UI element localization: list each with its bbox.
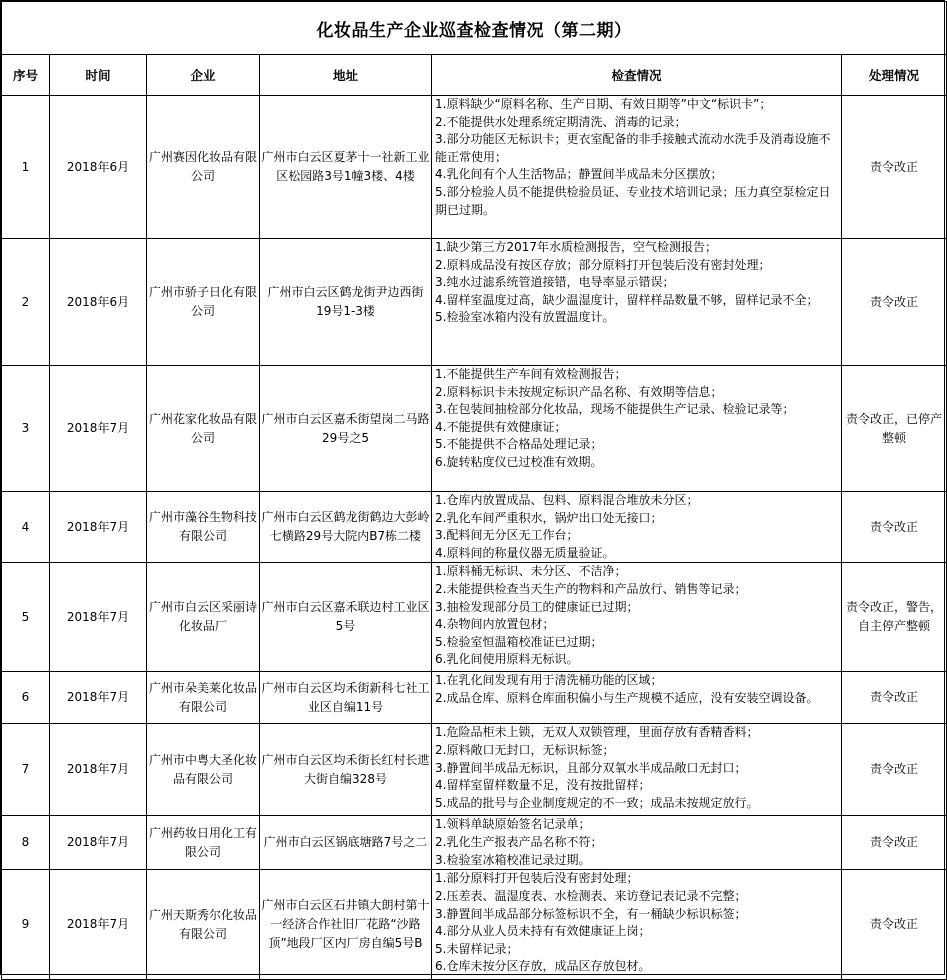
row-time: 2018年7月 bbox=[50, 366, 147, 492]
table-row bbox=[2, 724, 947, 816]
detail-line: 2.成品仓库、原料仓库面积偏小与生产规模不适应，没有安装空调设备。 bbox=[435, 690, 819, 705]
row-seq: 6 bbox=[2, 672, 50, 724]
row-seq: 3 bbox=[2, 366, 50, 492]
table-row bbox=[2, 563, 947, 672]
row-company: 广州市中粤大圣化妆品有限公司 bbox=[147, 724, 260, 816]
header-seq: 序号 bbox=[2, 55, 50, 96]
row-seq: 4 bbox=[2, 492, 50, 563]
row-handling: 责令改正 bbox=[842, 870, 947, 980]
row-details bbox=[432, 492, 842, 563]
row-address: 广州市白云区鹤龙街尹边西街19号1-3楼 bbox=[260, 239, 432, 366]
row-time: 2018年7月 bbox=[50, 492, 147, 563]
row-details bbox=[432, 96, 842, 239]
row-address: 广州市白云区石井镇大朗村第十一经济合作社旧厂花路“沙路顶”地段厂区内厂房自编5号B bbox=[260, 870, 432, 980]
detail-line: 4.不能提供有效健康证； bbox=[435, 419, 567, 434]
detail-line: 3.在包装间抽检部分化妆品，现场不能提供生产记录、检验记录等； bbox=[435, 402, 795, 417]
detail-line: 1.在乳化间发现有用于清洗桶功能的区域； bbox=[435, 673, 663, 688]
detail-line: 4.留样室留样数量不足，没有按批留样； bbox=[435, 778, 651, 793]
row-seq: 8 bbox=[2, 816, 50, 870]
detail-line: 1.危险品柜未上锁，无双人双锁管理，里面存放有香精香料； bbox=[435, 725, 759, 740]
row-handling: 责令改正 bbox=[842, 672, 947, 724]
row-company: 广州花家化妆品有限公司 bbox=[147, 366, 260, 492]
detail-line: 6.仓库未按分区存放，成品区存放包材。 bbox=[435, 959, 651, 974]
row-seq: 1 bbox=[2, 96, 50, 239]
detail-line: 4.原料间的称量仪器无质量验证。 bbox=[435, 545, 615, 560]
table-header-row bbox=[2, 55, 947, 96]
row-seq: 9 bbox=[2, 870, 50, 980]
row-details bbox=[432, 563, 842, 672]
row-company: 广州赛因化妆品有限公司 bbox=[147, 96, 260, 239]
row-details bbox=[432, 724, 842, 816]
page-title: 化妆品生产企业巡查检查情况（第二期） bbox=[2, 2, 947, 55]
detail-line: 3.静置间半成品部分标签标识不全，有一桶缺少标识标签； bbox=[435, 906, 747, 921]
detail-line: 1.缺少第三方2017年水质检测报告，空气检测报告； bbox=[435, 240, 717, 254]
row-address: 广州市白云区嘉禾联边村工业区5号 bbox=[260, 563, 432, 672]
row-address: 广州市白云区嘉禾街望岗二马路29号之5 bbox=[260, 366, 432, 492]
detail-line: 5.检验室恒温箱校准证已过期； bbox=[435, 634, 603, 649]
row-company: 广州市骄子日化有限公司 bbox=[147, 239, 260, 366]
row-company: 广州市朵美莱化妆品有限公司 bbox=[147, 672, 260, 724]
header-time: 时间 bbox=[50, 55, 147, 96]
row-time: 2018年7月 bbox=[50, 563, 147, 672]
detail-line: 1.部分原料打开包装后没有密封处理； bbox=[435, 871, 639, 886]
row-handling: 责令改正 bbox=[842, 239, 947, 366]
detail-line: 2.不能提供水处理系统定期清洗、消毒的记录； bbox=[435, 114, 687, 129]
row-company: 广州市藻谷生物科技有限公司 bbox=[147, 492, 260, 563]
row-details bbox=[432, 816, 842, 870]
header-handling: 处理情况 bbox=[842, 55, 947, 96]
detail-line: 2.未能提供检查当天生产的物料和产品放行、销售等记录； bbox=[435, 581, 747, 596]
row-time: 2018年7月 bbox=[50, 672, 147, 724]
row-details bbox=[432, 239, 842, 366]
detail-line: 1.原料缺少“原料名称、生产日期、有效日期等”中文“标识卡”； bbox=[435, 97, 772, 111]
row-company: 广州天斯秀尔化妆品有限公司 bbox=[147, 870, 260, 980]
row-details bbox=[432, 672, 842, 724]
table-row bbox=[2, 96, 947, 239]
detail-line: 5.不能提供不合格品处理记录； bbox=[435, 437, 603, 452]
table-row bbox=[2, 492, 947, 563]
row-time: 2018年6月 bbox=[50, 239, 147, 366]
row-seq: 7 bbox=[2, 724, 50, 816]
detail-line: 3.配料间无分区无工作台； bbox=[435, 528, 579, 543]
inspection-table bbox=[1, 1, 947, 980]
detail-line: 1.仓库内放置成品、包料、原料混合堆放未分区； bbox=[435, 493, 699, 507]
row-company: 广州药妆日用化工有限公司 bbox=[147, 816, 260, 870]
row-handling: 责令改正 bbox=[842, 816, 947, 870]
row-time: 2018年7月 bbox=[50, 870, 147, 980]
row-handling: 责令改正 bbox=[842, 492, 947, 563]
detail-line: 1.原料桶无标识、未分区、不洁净； bbox=[435, 564, 627, 579]
detail-line: 5.部分检验人员不能提供检验员证、专业技术培训记录；压力真空泵检定日期已过期。 bbox=[435, 184, 831, 217]
detail-line: 6.旋转粘度仪已过校准有效期。 bbox=[435, 454, 603, 469]
row-address: 广州市白云区夏茅十一社新工业区松园路3号1幢3楼、4楼 bbox=[260, 96, 432, 239]
row-details bbox=[432, 870, 842, 980]
detail-line: 3.部分功能区无标识卡；更衣室配备的非手接触式流动水洗手及消毒设施不能正常使用； bbox=[435, 132, 831, 164]
row-company: 广州市白云区采丽诗化妆品厂 bbox=[147, 563, 260, 672]
row-handling: 责令改正，警告，自主停产整顿 bbox=[842, 563, 947, 672]
row-handling: 责令改正，已停产整顿 bbox=[842, 366, 947, 492]
row-time: 2018年7月 bbox=[50, 816, 147, 870]
detail-line: 3.纯水过滤系统管道接错，电导率显示错误； bbox=[435, 275, 675, 290]
detail-line: 4.留样室温度过高，缺少温湿度计，留样样品数量不够，留样记录不全； bbox=[435, 292, 819, 307]
detail-line: 2.原料成品没有按区存放；部分原料打开包装后没有密封处理； bbox=[435, 257, 771, 272]
detail-line: 5.成品的批号与企业制度规定的不一致；成品未按规定放行。 bbox=[435, 795, 759, 810]
row-seq: 2 bbox=[2, 239, 50, 366]
row-handling: 责令改正 bbox=[842, 724, 947, 816]
detail-line: 2.乳化车间严重积水，锅炉出口处无接口； bbox=[435, 510, 663, 525]
detail-line: 2.乳化生产报表产品名称不符； bbox=[435, 834, 603, 849]
detail-line: 6.乳化间使用原料无标识。 bbox=[435, 652, 579, 667]
detail-line: 4.乳化间有个人生活物品；静置间半成品未分区摆放； bbox=[435, 167, 723, 182]
table-row bbox=[2, 672, 947, 724]
row-time: 2018年7月 bbox=[50, 724, 147, 816]
detail-line: 3.抽检发现部分员工的健康证已过期； bbox=[435, 599, 639, 614]
row-address: 广州市白云区均禾街新科七社工业区自编11号 bbox=[260, 672, 432, 724]
detail-line: 5.未留样记录； bbox=[435, 941, 519, 956]
table-row bbox=[2, 366, 947, 492]
table-row bbox=[2, 816, 947, 870]
row-seq: 5 bbox=[2, 563, 50, 672]
header-company: 企业 bbox=[147, 55, 260, 96]
detail-line: 3.静置间半成品无标识，且部分双氧水半成品敞口无封口； bbox=[435, 760, 747, 775]
row-details bbox=[432, 366, 842, 492]
table-row bbox=[2, 870, 947, 980]
detail-line: 3.检验室冰箱校准记录过期。 bbox=[435, 852, 591, 867]
detail-line: 1.不能提供生产车间有效检测报告； bbox=[435, 367, 627, 381]
detail-line: 4.部分从业人员未持有有效健康证上岗； bbox=[435, 924, 651, 939]
row-address: 广州市白云区锅底塘路7号之二 bbox=[260, 816, 432, 870]
detail-line: 4.杂物间内放置包材； bbox=[435, 617, 555, 632]
header-details: 检查情况 bbox=[432, 55, 842, 96]
detail-line: 2.原料敞口无封口，无标识标签； bbox=[435, 742, 615, 757]
table-row bbox=[2, 239, 947, 366]
row-address: 广州市白云区均禾街长红村长迣大街自编328号 bbox=[260, 724, 432, 816]
row-handling: 责令改正 bbox=[842, 96, 947, 239]
row-time: 2018年6月 bbox=[50, 96, 147, 239]
detail-line: 5.检验室冰箱内没有放置温度计。 bbox=[435, 310, 615, 325]
detail-line: 1.领料单缺原始签名记录单； bbox=[435, 817, 591, 832]
header-address: 地址 bbox=[260, 55, 432, 96]
row-address: 广州市白云区鹤龙街鹤边大彭岭七横路29号大院内B7栋二楼 bbox=[260, 492, 432, 563]
detail-line: 2.原料标识卡未按规定标识产品名称、有效期等信息； bbox=[435, 384, 723, 399]
detail-line: 2.压差表、温湿度表、水检测表、来访登记表记录不完整； bbox=[435, 888, 747, 903]
